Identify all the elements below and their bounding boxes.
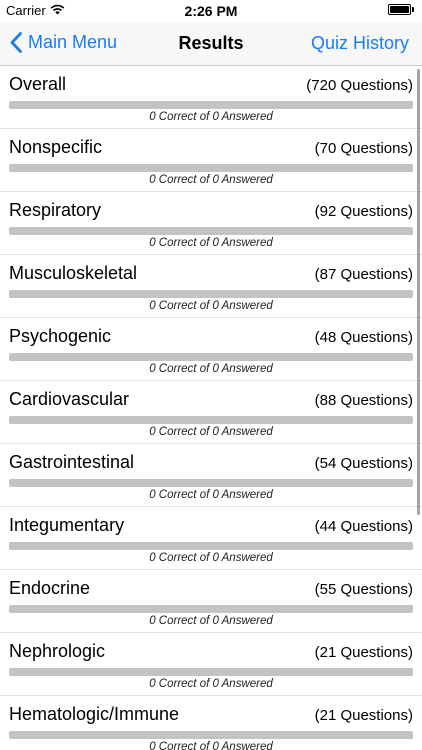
answer-stats: 0 Correct of 0 Answered (149, 300, 273, 312)
category-name: Respiratory (9, 200, 102, 220)
page-title: Results (178, 33, 244, 53)
progress-bar (9, 542, 413, 550)
result-row[interactable] (0, 129, 422, 192)
results-list[interactable] (0, 66, 422, 750)
question-count: (48 Questions) (314, 329, 413, 346)
progress-bar (9, 164, 413, 172)
scroll-indicator[interactable] (417, 69, 420, 515)
carrier-label: Carrier (6, 3, 46, 18)
question-count: (55 Questions) (314, 581, 413, 598)
result-row[interactable] (0, 192, 422, 255)
answer-stats: 0 Correct of 0 Answered (149, 363, 273, 375)
question-count: (70 Questions) (314, 140, 413, 157)
question-count: (54 Questions) (314, 455, 413, 472)
category-name: Hematologic/Immune (9, 704, 180, 724)
progress-bar (9, 479, 413, 487)
progress-bar (9, 227, 413, 235)
result-row[interactable] (0, 381, 422, 444)
result-row[interactable] (0, 507, 422, 570)
category-name: Gastrointestinal (9, 452, 135, 472)
question-count: (44 Questions) (314, 518, 413, 535)
answer-stats: 0 Correct of 0 Answered (149, 174, 273, 186)
result-row[interactable] (0, 255, 422, 318)
answer-stats: 0 Correct of 0 Answered (149, 741, 273, 750)
category-name: Endocrine (9, 578, 91, 598)
result-row[interactable] (0, 444, 422, 507)
result-row[interactable] (0, 318, 422, 381)
progress-bar (9, 731, 413, 739)
status-time: 2:26 PM (184, 3, 238, 19)
result-row[interactable] (0, 696, 422, 750)
category-name: Nonspecific (9, 137, 103, 157)
question-count: (720 Questions) (306, 77, 413, 94)
progress-bar (9, 668, 413, 676)
progress-bar (9, 605, 413, 613)
progress-bar (9, 290, 413, 298)
category-name: Cardiovascular (9, 389, 130, 409)
answer-stats: 0 Correct of 0 Answered (149, 111, 273, 123)
result-row[interactable] (0, 570, 422, 633)
answer-stats: 0 Correct of 0 Answered (149, 552, 273, 564)
question-count: (92 Questions) (314, 203, 413, 220)
category-name: Overall (9, 74, 67, 94)
answer-stats: 0 Correct of 0 Answered (149, 489, 273, 501)
category-name: Integumentary (9, 515, 125, 535)
answer-stats: 0 Correct of 0 Answered (149, 237, 273, 249)
result-row[interactable] (0, 633, 422, 696)
question-count: (21 Questions) (314, 644, 413, 661)
progress-bar (9, 101, 413, 109)
answer-stats: 0 Correct of 0 Answered (149, 678, 273, 690)
answer-stats: 0 Correct of 0 Answered (149, 615, 273, 627)
result-row[interactable] (0, 66, 422, 129)
category-name: Nephrologic (9, 641, 106, 661)
progress-bar (9, 416, 413, 424)
progress-bar (9, 353, 413, 361)
question-count: (21 Questions) (314, 707, 413, 724)
category-name: Musculoskeletal (9, 263, 138, 283)
navigation-bar (0, 22, 422, 66)
question-count: (88 Questions) (314, 392, 413, 409)
status-bar (0, 0, 422, 22)
quiz-history-button[interactable]: Quiz History (310, 33, 409, 53)
question-count: (87 Questions) (314, 266, 413, 283)
back-button-label: Main Menu (28, 32, 118, 52)
category-name: Psychogenic (9, 326, 112, 346)
battery-icon (388, 4, 414, 15)
answer-stats: 0 Correct of 0 Answered (149, 426, 273, 438)
